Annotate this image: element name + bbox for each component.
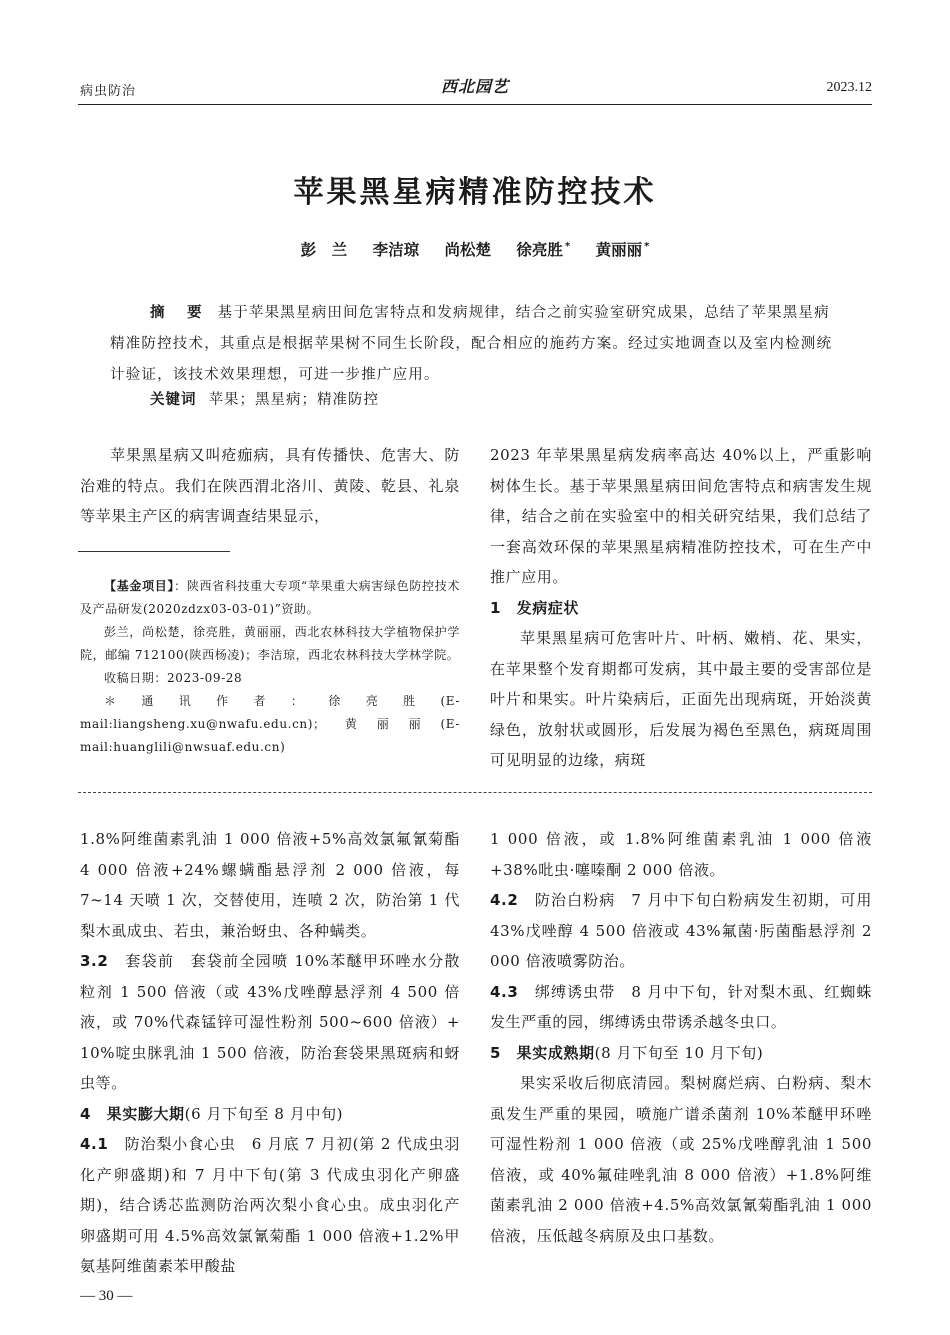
corresponding-author: ＊通讯作者：徐亮胜(E-mail:liangsheng.xu@nwafu.edu.cn)；黄丽丽(E-mail:huanglili@nwsuaf.edu.cn) [80,694,460,754]
author-name: 徐亮胜 * [516,240,571,259]
section-3-2 [80,946,460,1099]
article-title: 苹果黑星病精准防控技术 [293,175,657,210]
fund-text: ：陕西省科技重大专项“苹果重大病害绿色防控技术及产品研发(2020zdzx03-03-01)”资助。 [80,579,461,616]
keywords-text: 苹果；黑星病；精准防控 [208,392,379,408]
issue-date: 2023.12 [826,80,872,95]
upper-left-column [80,440,460,532]
section-3-2-title: 套袋前 [108,952,175,970]
keywords [150,388,379,412]
keywords-label: 关键词 [150,392,197,408]
section-4-heading [80,1099,460,1130]
abstract-text: 基于苹果黑星病田间危害特点和发病规律，结合之前实验室研究成果，总结了苹果黑星病精准防控技术，其重点是根据苹果树不同生长阶段，配合相应的施药方案。经过实地调查以及室内检测统计验证，该技术效果理想，可进一步推广应用。 [110,305,833,383]
section-4-2 [490,885,872,977]
section-4-3 [490,977,872,1038]
section-5-paragraph: 果实采收后彻底清园。梨树腐烂病、白粉病、梨木虱发生严重的果园，喷施广谱杀菌剂 10%苯醚甲环唑可湿性粉剂 1 000 倍液（或 25%戊唑醇乳油 1 500 倍液，或 40%氟硅唑乳油 8 000 倍液）+1.8%阿维菌素乳油 2 000 倍液+4.5%高效氯氰菊酯乳油 1 000 倍液，压低越冬病原及虫口基数。 [490,1074,872,1245]
corresponding-mark: * [644,240,650,252]
footnote-rule [78,551,230,552]
author-name: 李洁琼 [372,241,420,259]
section-5-heading [490,1038,872,1069]
author-name: 彭 兰 [300,241,348,259]
section-4-title: 4 果实膨大期 [80,1104,185,1123]
author-list [0,238,950,260]
continued-paragraph: 1 000 倍液，或 1.8%阿维菌素乳油 1 000 倍液+38%吡虫·噻嗪酮 2 000 倍液。 [490,830,872,879]
section-number: 3.2 [80,952,109,970]
section-4-2-text: 7 月中下旬白粉病发生初期，可用 43%戊唑醇 4 500 倍液或 43%氟菌·肟菌酯悬浮剂 2 000 倍液喷雾防治。 [490,891,873,970]
section-3-2-text: 套袋前全园喷 10%苯醚甲环唑水分散粒剂 1 500 倍液（或 43%戊唑醇悬浮剂 4 500 倍液，或 70%代森锰锌可湿性粉剂 500~600 倍液）+ 10%啶虫脒乳油 1 500 倍液，防治套袋果黑斑病和蚜虫等。 [80,952,460,1092]
lower-left-column [80,824,460,1282]
section-number: 4.2 [490,891,519,909]
received-date: 收稿日期：2023-09-28 [104,671,243,685]
continued-paragraph: 1.8%阿维菌素乳油 1 000 倍液+5%高效氯氟氰菊酯 4 000 倍液+24%螺螨酯悬浮剂 2 000 倍液，每 7~14 天喷 1 次，交替使用，连喷 2 次，防治第 1 代梨木虱成虫、若虫，兼治蚜虫、各种螨类。 [80,830,460,940]
section-4-1-title: 防治梨小食心虫 [108,1135,236,1153]
author-name: 黄丽丽 * [595,240,650,259]
section-4-2-title: 防治白粉病 [518,891,616,909]
header-rule [78,104,872,105]
footnotes [80,575,460,759]
section-4-1-text: 6 月底 7 月初(第 2 代成虫羽化产卵盛期)和 7 月中下旬(第 3 代成虫羽化产卵盛期)，结合诱芯监测防治两次梨小食心虫。成虫羽化产卵盛期可用 4.5%高效氯氰菊酯 1 000 倍液+1.2%甲氨基阿维菌素苯甲酸盐 [80,1135,460,1275]
journal-logo: 西北园艺 [440,77,509,96]
affiliation: 彭兰，尚松楚，徐亮胜，黄丽丽，西北农林科技大学植物保护学院，邮编 712100(陕西杨凌)；李洁琼，西北农林科技大学林学院。 [80,625,460,662]
page-number: — 30 — [80,1288,133,1304]
section-1-paragraph: 苹果黑星病可危害叶片、叶柄、嫩梢、花、果实，在苹果整个发育期都可发病，其中最主要的受害部位是叶片和果实。叶片染病后，正面先出现病斑，开始淡黄绿色，放射状或圆形，后发展为褐色至黑色，病斑周围可见明显的边缘，病斑 [490,629,872,769]
section-4-1 [80,1129,460,1282]
running-head-section: 病虫防治 [80,84,137,99]
fund-label: 【基金项目】 [104,579,175,593]
section-4-3-title: 绑缚诱虫带 [518,982,616,1001]
corresponding-mark: * [564,240,571,252]
section-5-period: (8 月下旬至 10 月下旬) [594,1043,764,1062]
continued-paragraph: 2023 年苹果黑星病发病率高达 40%以上，严重影响树体生长。基于苹果黑星病田间危害特点和病害发生规律，结合之前在实验室中的相关研究结果，我们总结了一套高效环保的苹果黑星病精准防控技术，可在生产中推广应用。 [490,446,872,586]
section-4-3-text: 8 月中下旬，针对梨木虱、红蜘蛛发生严重的园，绑缚诱虫带诱杀越冬虫口。 [490,982,873,1031]
intro-paragraph: 苹果黑星病又叫疮痂病，具有传播快、危害大、防治难的特点。我们在陕西渭北洛川、黄陵、乾县、礼泉等苹果主产区的病害调查结果显示， [80,446,460,525]
section-4-period: (6 月下旬至 8 月中旬) [184,1104,344,1123]
author-name: 尚松楚 [444,241,492,259]
page-separator [78,792,872,793]
section-number: 4.3 [490,982,519,1001]
abstract-label: 摘 要 [150,305,206,321]
lower-right-column [490,824,872,1251]
abstract [110,298,840,391]
upper-right-column [490,440,872,776]
section-5-title: 5 果实成熟期 [490,1043,595,1062]
section-1-heading: 1 发病症状 [490,598,580,617]
section-number: 4.1 [80,1135,109,1153]
